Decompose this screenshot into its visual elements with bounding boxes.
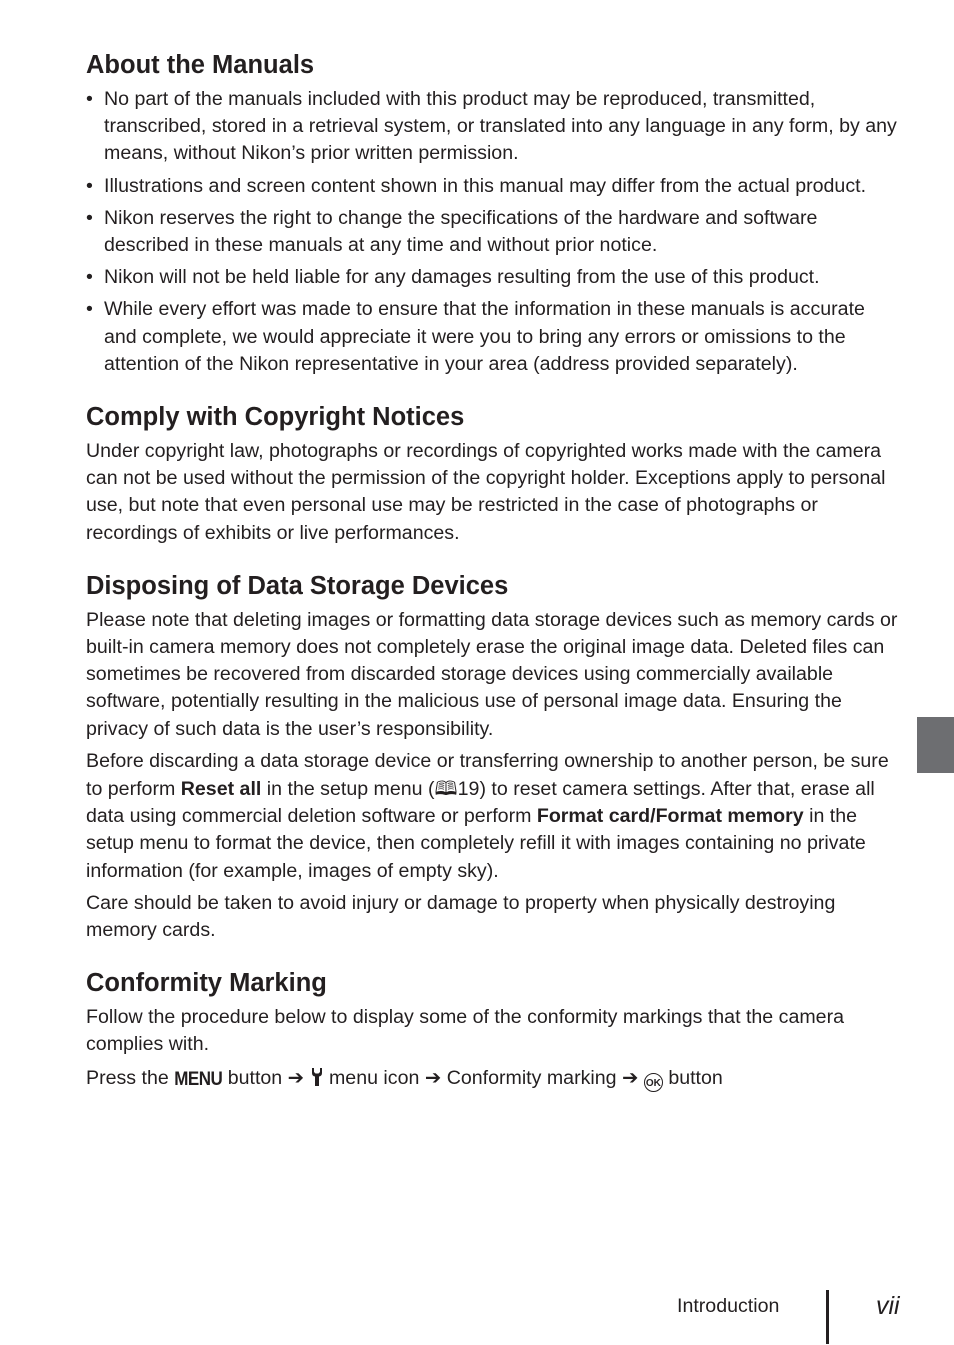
about-bullet-list [86, 86, 900, 378]
page-content [86, 48, 900, 1097]
conformity-heading: Conformity Marking [86, 969, 327, 998]
disposing-paragraph-1: Please note that deleting images or formatting data storage devices such as memory cards or built-in camera memory does not completely erase the original image data. Deleted files can sometimes be recovered from discarded storage devices using commercially available software, potentially resulting in the malicious use of personal image data. Ensuring the privacy of such data is the user’s responsibility. [86, 608, 898, 740]
copyright-heading: Comply with Copyright Notices [86, 403, 465, 432]
conformity-paragraph: Follow the procedure below to display some of the conformity markings that the camera complies with. [86, 1006, 844, 1056]
format-memory-term: Format memory [655, 805, 804, 828]
book-icon: 🕮 [434, 777, 458, 801]
menu-button-icon: MENU [174, 1067, 223, 1090]
format-card-term: Format card [536, 805, 651, 828]
reset-all-term: Reset all [180, 778, 262, 801]
bullet-icon: • [86, 174, 93, 197]
disposing-paragraph-2: Before discarding a data storage device or transferring ownership to another person, be sure to perform Reset all in the setup menu (🕮19) to reset camera settings. After that, erase all data using commercial deletion software or perform Format card/Format memory in the setup menu to format the device, then completely refill it with images containing no private information (for example, images of empty sky). [86, 749, 889, 882]
page-reference: 19 [457, 778, 480, 801]
copyright-paragraph: Under copyright law, photographs or recordings of copyrighted works made with the camera can not be used without the permission of the copyright holder. Exceptions apply to personal use, but note that even personal use may be restricted in the case of photographs or recordings of exhibits or live performances. [86, 440, 886, 544]
wrench-icon [310, 1066, 324, 1089]
bullet-icon: • [86, 206, 93, 229]
footer-section-label: Introduction [677, 1295, 780, 1317]
disposing-paragraph-3: Care should be taken to avoid injury or damage to property when physically destroying memory cards. [86, 891, 836, 942]
about-heading: About the Manuals [86, 51, 315, 79]
arrow-right-icon: ➔ [622, 1065, 639, 1089]
conformity-steps: Press the MENU button ➔ menu icon ➔ Conformity marking ➔ OK button [86, 1064, 900, 1092]
list-item: • Nikon reserves the right to change the specifications of the hardware and software described in these manuals at any time and without prior notice. [86, 206, 818, 257]
chapter-side-tab [917, 717, 954, 773]
footer-divider [826, 1290, 829, 1344]
page-number: vii [876, 1292, 900, 1320]
list-item: • No part of the manuals included with this product may be reproduced, transmitted, transcribed, stored in a retrieval system, or translated into any language in any form, by any means, without Nikon’s prior written permission. [86, 88, 897, 165]
bullet-icon: • [86, 88, 93, 110]
list-item: • While every effort was made to ensure that the information in these manuals is accurate and complete, we would appreciate it were you to bring any errors or omissions to the attention of the Nikon representative in your area (address provided separately). [86, 298, 865, 375]
arrow-right-icon: ➔ [287, 1065, 305, 1089]
bullet-icon: • [86, 298, 93, 321]
list-item: • Nikon will not be held liable for any damages resulting from the use of this product. [86, 264, 900, 291]
bullet-icon: • [86, 266, 93, 289]
list-item: • Illustrations and screen content shown in this manual may differ from the actual product. [86, 173, 900, 200]
disposing-heading: Disposing of Data Storage Devices [86, 571, 509, 600]
arrow-right-icon: ➔ [424, 1065, 442, 1089]
ok-button-icon: OK [644, 1073, 663, 1092]
